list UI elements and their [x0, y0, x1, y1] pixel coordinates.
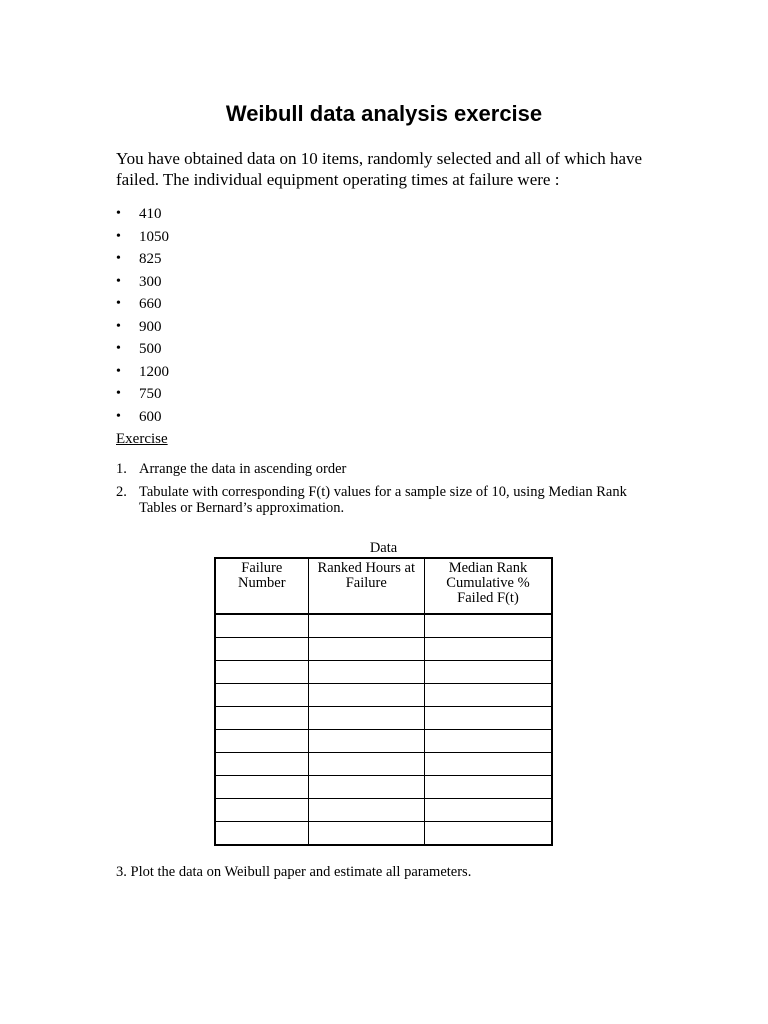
failure-number-cell: [215, 638, 308, 661]
failure-number-cell: [215, 684, 308, 707]
list-item: [116, 383, 169, 406]
list-item: [116, 248, 169, 271]
bullet-icon: •: [116, 408, 121, 424]
failure-number-cell: [215, 707, 308, 730]
table-row: [215, 638, 552, 661]
median-rank-cell: [424, 730, 552, 753]
list-item: [116, 484, 646, 516]
median-rank-cell: [424, 614, 552, 638]
table-row: [215, 753, 552, 776]
failure-time: 500: [139, 341, 162, 357]
median-rank-cell: [424, 822, 552, 846]
bullet-icon: •: [116, 206, 121, 221]
step-text: Tabulate with corresponding F(t) values for a sample size of 10, using Median Rank Tables or Bernard’s approximation.: [139, 484, 627, 516]
list-item: [116, 316, 169, 339]
list-item: [116, 338, 169, 361]
bullet-icon: •: [116, 318, 121, 334]
failure-time: 600: [139, 408, 162, 425]
failure-number-cell: [215, 661, 308, 684]
ranked-hours-cell: [308, 799, 424, 822]
bullet-icon: •: [116, 228, 121, 244]
median-rank-cell: [424, 661, 552, 684]
median-rank-cell: [424, 776, 552, 799]
table-caption: Data: [369, 540, 398, 556]
failure-number-cell: [215, 776, 308, 799]
exercise-steps: [116, 461, 646, 523]
final-step: 3. Plot the data on Weibull paper and estimate all parameters.: [116, 864, 472, 880]
failure-time: 300: [139, 273, 162, 290]
bullet-icon: •: [116, 363, 121, 379]
exercise-heading: Exercise: [116, 431, 168, 447]
median-rank-cell: [424, 707, 552, 730]
failure-time: 410: [139, 206, 162, 222]
table-row: [215, 776, 552, 799]
list-item: [116, 406, 169, 429]
list-item: [116, 271, 169, 294]
failure-number-cell: [215, 822, 308, 846]
header-ranked-hours: Ranked Hours at Failure: [308, 558, 424, 614]
table-row: [215, 799, 552, 822]
failure-time: 825: [139, 251, 162, 267]
failure-time: 1200: [139, 363, 169, 380]
step-text: Arrange the data in ascending order: [139, 461, 347, 477]
list-item: [116, 203, 169, 226]
bullet-icon: •: [116, 273, 121, 289]
ranked-hours-cell: [308, 638, 424, 661]
header-median-rank: Median Rank Cumulative % Failed F(t): [424, 558, 552, 614]
failure-number-cell: [215, 614, 308, 638]
list-item: [116, 361, 169, 384]
table-row: [215, 822, 552, 846]
median-rank-cell: [424, 753, 552, 776]
list-item: [116, 226, 169, 249]
table-header-row: [215, 558, 552, 614]
failure-time: 900: [139, 318, 162, 335]
bullet-icon: •: [116, 386, 121, 401]
table-row: [215, 661, 552, 684]
header-failure-number: Failure Number: [215, 558, 308, 614]
ranked-hours-cell: [308, 730, 424, 753]
table-body: [215, 614, 552, 845]
median-rank-cell: [424, 684, 552, 707]
step-number: 1.: [116, 461, 127, 477]
bullet-icon: •: [116, 251, 121, 266]
ranked-hours-cell: [308, 661, 424, 684]
ranked-hours-cell: [308, 822, 424, 846]
failure-times-list: [116, 203, 169, 428]
ranked-hours-cell: [308, 753, 424, 776]
table-row: [215, 684, 552, 707]
table-row: [215, 614, 552, 638]
ranked-hours-cell: [308, 707, 424, 730]
table-row: [215, 730, 552, 753]
failure-time: 750: [139, 386, 162, 402]
step-number: 2.: [116, 484, 127, 500]
failure-number-cell: [215, 753, 308, 776]
bullet-icon: •: [116, 341, 121, 356]
failure-time: 660: [139, 296, 162, 312]
bullet-icon: •: [116, 296, 121, 311]
failure-number-cell: [215, 730, 308, 753]
ranked-hours-cell: [308, 684, 424, 707]
ranked-hours-cell: [308, 776, 424, 799]
failure-time: 1050: [139, 228, 169, 245]
intro-paragraph: You have obtained data on 10 items, randomly selected and all of which have failed. The individual equipment operating times at failure were :: [116, 149, 643, 189]
document-title: Weibull data analysis exercise: [225, 101, 543, 126]
median-rank-cell: [424, 638, 552, 661]
ranked-hours-cell: [308, 614, 424, 638]
table-row: [215, 707, 552, 730]
data-table: [214, 557, 553, 846]
failure-number-cell: [215, 799, 308, 822]
list-item: [116, 293, 169, 316]
median-rank-cell: [424, 799, 552, 822]
list-item: [116, 461, 646, 477]
